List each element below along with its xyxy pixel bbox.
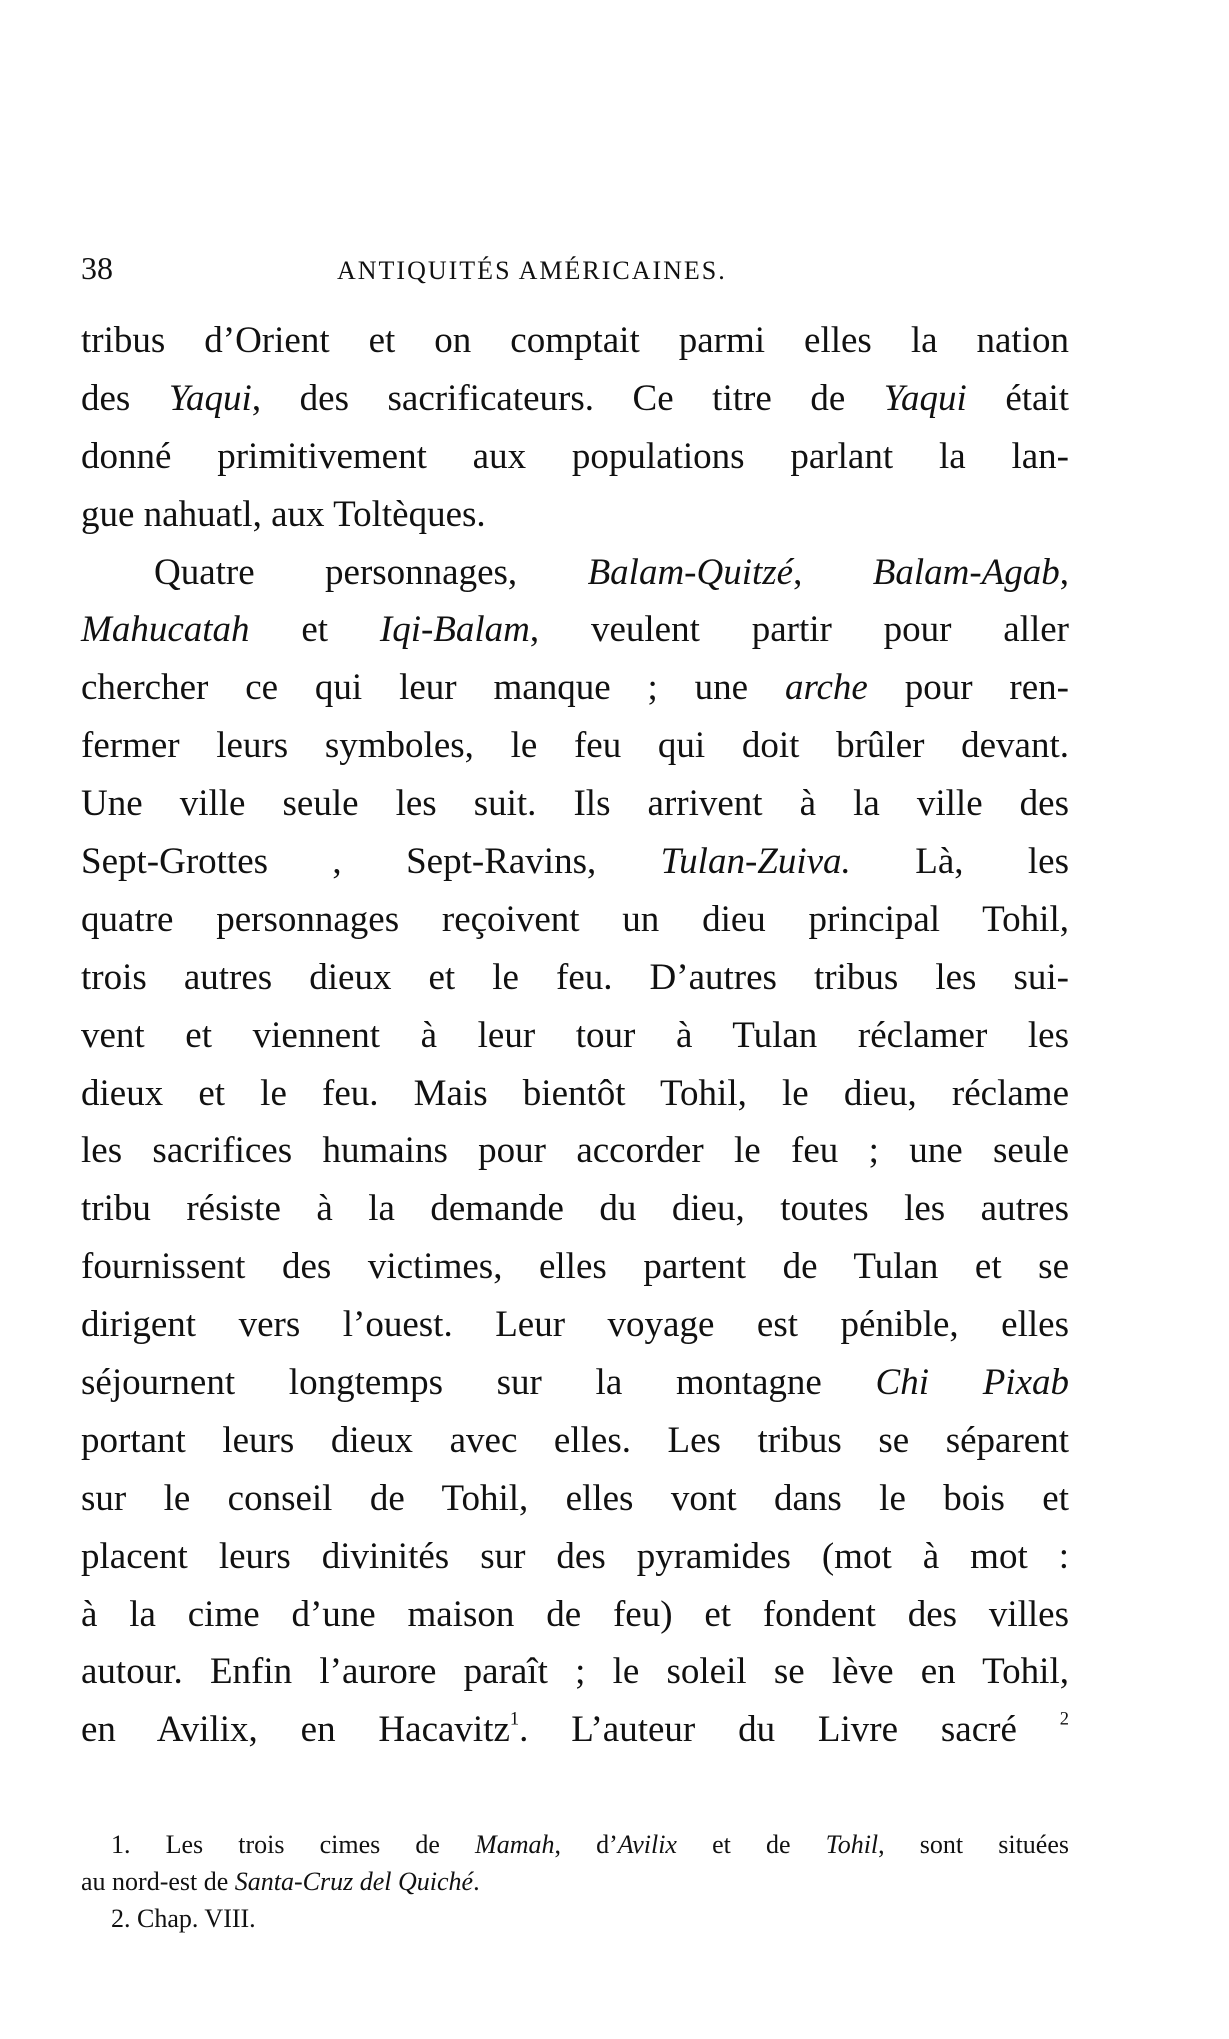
text-run: et de — [676, 1830, 826, 1859]
text-run: , veulent partir pour aller — [529, 609, 1070, 651]
text-run: , d’ — [554, 1830, 618, 1859]
italic-text: Mahucatah — [81, 609, 250, 651]
text-line — [81, 659, 1069, 717]
text-line — [81, 1238, 1069, 1296]
italic-text: Yaqui — [883, 377, 967, 419]
text-line — [81, 370, 1069, 428]
text-line — [81, 601, 1069, 659]
text-line — [81, 1065, 1069, 1123]
text-line — [81, 312, 1069, 370]
text-line — [81, 1470, 1069, 1528]
text-line — [81, 1296, 1069, 1354]
text-run: trois autres dieux et le feu. D’autres tribus les sui- — [81, 956, 1069, 998]
text-line — [81, 775, 1069, 833]
text-run: tribus d’Orient et on comptait parmi elles la nation — [81, 320, 1069, 361]
text-line — [81, 833, 1069, 891]
text-run: , des sacrificateurs. Ce titre de — [251, 377, 884, 419]
footnote-line — [81, 1863, 1069, 1900]
text-line — [81, 717, 1069, 775]
italic-text: Balam-Agab — [872, 551, 1060, 593]
running-title: ANTIQUITÉS AMÉRICAINES. — [337, 256, 727, 285]
text-run: tribu résiste à la demande du dieu, toutes les autres — [81, 1188, 1069, 1230]
text-line — [81, 486, 1069, 544]
italic-text: Chi Pixab — [875, 1362, 1069, 1404]
text-line — [81, 1701, 1069, 1759]
text-line — [81, 891, 1069, 949]
text-run: , sont situées — [878, 1830, 1069, 1859]
italic-text: Tulan-Zuiva. — [660, 841, 851, 883]
text-run: des — [81, 377, 169, 419]
text-line — [81, 1412, 1069, 1470]
text-run: sur le conseil de Tohil, elles vont dans le bois et — [81, 1477, 1069, 1519]
text-run: Là, les — [850, 841, 1070, 883]
footnote-ref: 1 — [509, 1709, 520, 1730]
text-run: en Avilix, en Hacavitz — [81, 1709, 510, 1751]
text-run: portant leurs dieux avec elles. Les tribus se séparent — [81, 1419, 1069, 1461]
italic-text: Yaqui — [168, 377, 252, 419]
text-run: était — [966, 377, 1070, 419]
text-run: quatre personnages reçoivent un dieu principal Tohil, — [81, 898, 1069, 940]
text-run: à la cime d’une maison de feu) et fondent des villes — [81, 1593, 1069, 1635]
text-line — [81, 1354, 1069, 1412]
text-line — [81, 1007, 1069, 1065]
text-run: placent leurs divinités sur des pyramides (mot à mot : — [81, 1535, 1069, 1577]
text-line — [81, 1586, 1069, 1644]
text-run: fermer leurs symboles, le feu qui doit brûler devant. — [81, 725, 1069, 767]
text-run: dirigent vers l’ouest. Leur voyage est pénible, elles — [81, 1304, 1069, 1346]
italic-text: Tohil — [825, 1830, 879, 1859]
italic-text: Balam-Quitzé — [587, 551, 794, 593]
text-run: Quatre personnages, — [154, 551, 588, 593]
text-run: Une ville seule les suit. Ils arrivent à la ville des — [81, 783, 1069, 825]
text-run: 2. Chap. — [111, 1904, 205, 1933]
text-run: . L’auteur du Livre sacré — [519, 1709, 1060, 1751]
text-run: autour. Enfin l’aurore paraît ; le soleil se lève en Tohil, — [81, 1651, 1069, 1693]
italic-text: Mamah — [475, 1830, 555, 1859]
text-line — [81, 1528, 1069, 1586]
text-run: 1. Les trois cimes de — [111, 1830, 476, 1859]
text-run: . — [473, 1867, 480, 1896]
text-line — [81, 428, 1069, 486]
italic-text: Santa-Cruz del Quiché — [234, 1867, 474, 1896]
text-run: Sept-Grottes , Sept-Ravins, — [81, 841, 661, 883]
text-run: dieux et le feu. Mais bientôt Tohil, le dieu, réclame — [81, 1072, 1069, 1114]
text-run: , — [1059, 551, 1069, 593]
body-text — [81, 312, 1069, 1759]
italic-text: Avilix — [617, 1830, 677, 1859]
page-number: 38 — [81, 250, 113, 286]
text-run: gue nahuatl, aux Toltèques. — [81, 493, 486, 535]
italic-text: arche — [784, 667, 868, 709]
text-run: les sacrifices humains pour accorder le feu ; une seule — [81, 1130, 1069, 1172]
footnote-line — [81, 1826, 1069, 1863]
text-line — [81, 1122, 1069, 1180]
text-run: séjournent longtemps sur la montagne — [81, 1362, 876, 1404]
footnote-line — [81, 1900, 1069, 1937]
text-run: et — [249, 609, 380, 651]
footnote-ref: 2 — [1059, 1709, 1069, 1730]
text-line — [81, 544, 1069, 602]
text-run: chercher ce qui leur manque ; une — [81, 667, 785, 709]
footnotes — [81, 1826, 1069, 1937]
text-run: donné primitivement aux populations parlant la lan- — [81, 435, 1069, 477]
text-run: pour ren- — [867, 667, 1069, 709]
text-run: , — [793, 551, 873, 593]
italic-text: Iqi-Balam — [379, 609, 530, 651]
text-run: vent et viennent à leur tour à Tulan réclamer les — [81, 1014, 1069, 1056]
text-run: VIII. — [204, 1904, 256, 1933]
text-line — [81, 1643, 1069, 1701]
text-run: fournissent des victimes, elles partent de Tulan et se — [81, 1246, 1069, 1288]
text-line — [81, 1180, 1069, 1238]
text-run: au nord-est de — [81, 1867, 235, 1896]
text-line — [81, 949, 1069, 1007]
